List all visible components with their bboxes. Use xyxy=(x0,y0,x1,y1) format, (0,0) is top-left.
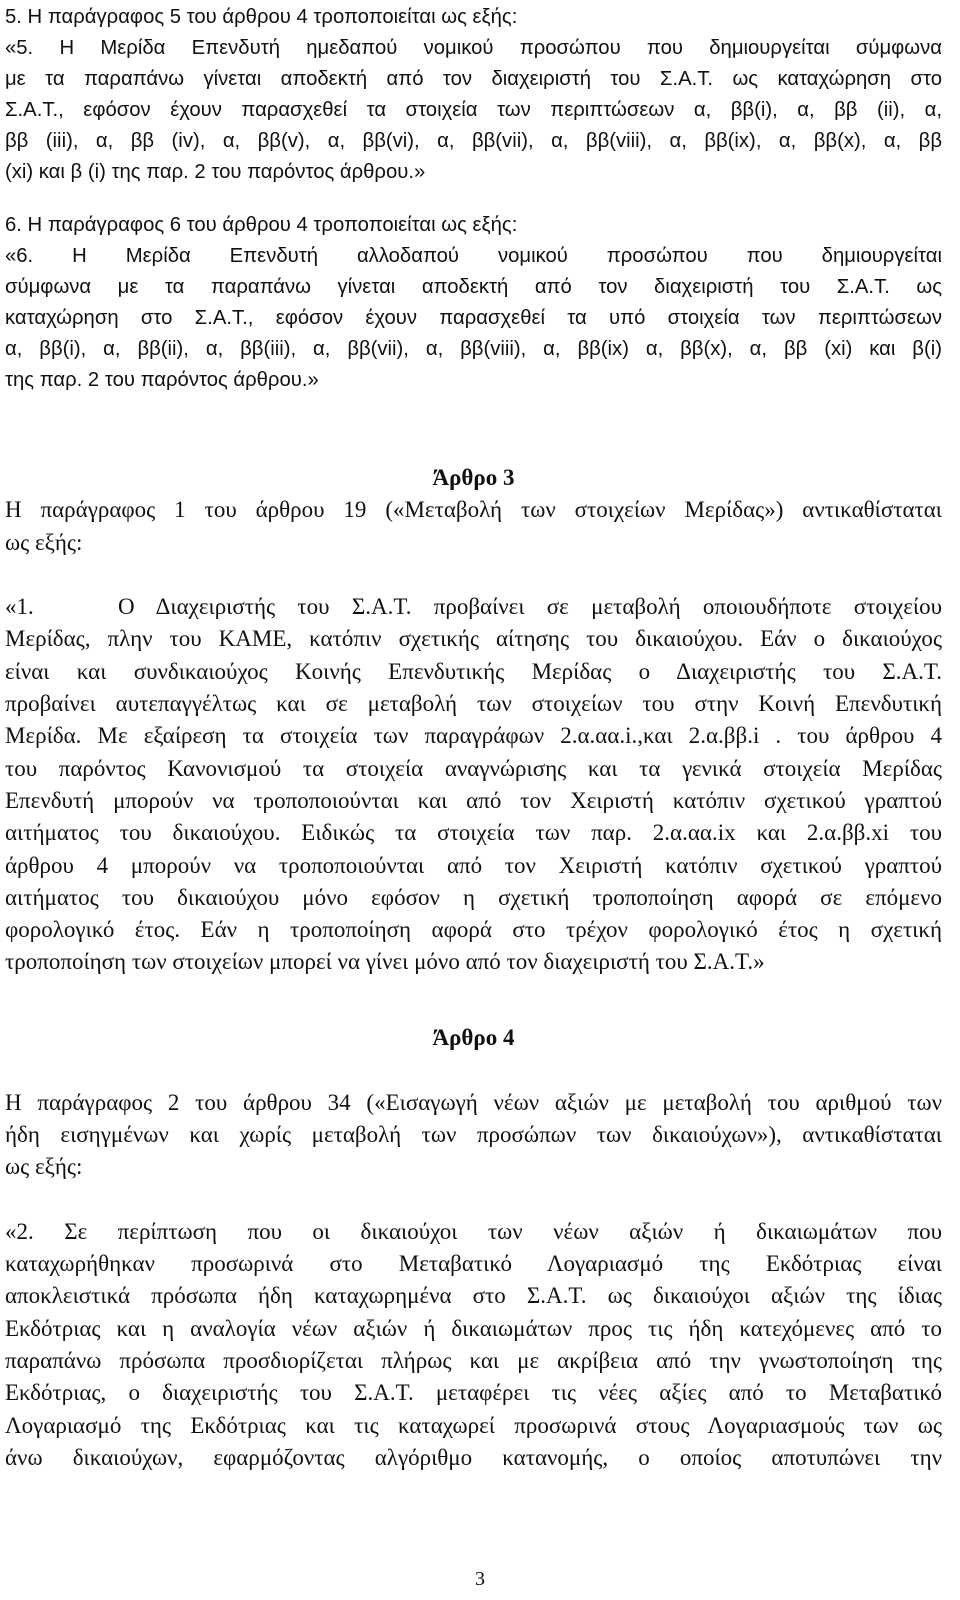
blank-line xyxy=(5,1183,942,1215)
paragraph-5-line: Σ.Α.Τ., εφόσον έχουν παρασχεθεί τα στοιχεία των περιπτώσεων α, ββ(i), α, ββ (ii), α, xyxy=(5,99,942,121)
paragraph-6-line: α, ββ(i), α, ββ(ii), α, ββ(iii), α, ββ(vii), α, ββ(viii), α, ββ(ix) α, ββ(x), α, ββ (xi) και β(i) xyxy=(5,338,942,360)
article-4-intro-line: ήδη εισηγμένων και χωρίς μεταβολή των προσώπων των δικαιούχων»), αντικαθίσταται xyxy=(5,1121,942,1147)
article-3-quote-line: Μερίδας, πλην του ΚΑΜΕ, κατόπιν σχετικής αίτησης του δικαιούχου. Εάν ο δικαιούχος xyxy=(5,626,942,652)
article-3-quote-line: Ο Διαχειριστής του Σ.Α.Τ. προβαίνει σε μεταβολή οποιουδήποτε στοιχείου xyxy=(118,594,942,620)
paragraph-5-line: «5. Η Μερίδα Επενδυτή ημεδαπού νομικού προσώπου που δημιουργείται σύμφωνα xyxy=(5,37,942,59)
article-4 xyxy=(5,1022,942,1474)
article-4-quote-line: Εκδότριας και η αναλογία νέων αξιών ή δικαιωμάτων προς τις ήδη κατεχόμενες από το xyxy=(5,1315,942,1341)
blank-line xyxy=(5,1054,942,1086)
article-4-quote-line: Λογαριασμό της Εκδότριας και τις καταχωρεί προσωρινά στους Λογαριασμούς των ως xyxy=(5,1412,942,1438)
article-3-quote-line: φορολογικό έτος. Εάν η τροποποίηση αφορά στο τρέχον φορολογικό έτος η σχετική xyxy=(5,917,942,943)
paragraph-5-line: (xi) και β (i) της παρ. 2 του παρόντος άρθρου.» xyxy=(5,161,426,183)
article-4-quote-line: «2. Σε περίπτωση που οι δικαιούχοι των νέων αξιών ή δικαιωμάτων που xyxy=(5,1218,942,1244)
article-4-intro-line: Η παράγραφος 2 του άρθρου 34 («Εισαγωγή νέων αξιών με μεταβολή του αριθμού των xyxy=(5,1089,942,1115)
paragraph-6-line: της παρ. 2 του παρόντος άρθρου.» xyxy=(5,369,319,391)
article-3-quote-number: «1. xyxy=(5,594,34,620)
article-3 xyxy=(5,462,942,979)
article-3-quote-line: είναι και συνδικαιούχος Κοινής Επενδυτικής Μερίδας ο Διαχειριστής του Σ.Α.Τ. xyxy=(5,658,942,684)
article-3-quote-line: Επενδυτή μπορούν να τροποποιούνται και από τον Χειριστή κατόπιν σχετικού γραπτού xyxy=(5,787,942,813)
paragraph-5-heading: 5. Η παράγραφος 5 του άρθρου 4 τροποποιείται ως εξής: xyxy=(5,6,518,28)
page-number: 3 xyxy=(475,1568,485,1590)
article-4-heading: Άρθρο 4 xyxy=(432,1025,515,1050)
blank-line xyxy=(5,559,942,591)
paragraph-6-heading: 6. Η παράγραφος 6 του άρθρου 4 τροποποιείται ως εξής: xyxy=(5,214,518,236)
article-3-quote-line: του παρόντος Κανονισμού τα στοιχεία αναγνώρισης και τα γενικά στοιχεία Μερίδας xyxy=(5,755,942,781)
paragraph-5-line: ββ (iii), α, ββ (iv), α, ββ(v), α, ββ(vi), α, ββ(vii), α, ββ(viii), α, ββ(ix), α, ββ(x), α, ββ xyxy=(5,130,942,152)
article-4-quote-line: αποκλειστικά πρόσωπα ήδη καταχωρημένα στο Σ.Α.Τ. ως δικαιούχοι αξιών της ίδιας xyxy=(5,1283,942,1309)
paragraph-5-line: με τα παραπάνω γίνεται αποδεκτή από τον διαχειριστή του Σ.Α.Τ. ως καταχώρηση στο xyxy=(5,68,942,90)
article-3-quote-first-line xyxy=(5,591,942,623)
article-3-quote-line: άρθρου 4 μπορούν να τροποποιούνται από τον Χειριστή κατόπιν σχετικού γραπτού xyxy=(5,852,942,878)
article-3-quote-last-line: τροποποίηση των στοιχείων μπορεί να γίνει μόνο από τον διαχειριστή του Σ.Α.Τ.» xyxy=(5,949,765,975)
article-3-quote-line: Μερίδα. Με εξαίρεση τα στοιχεία των παραγράφων 2.α.αα.i.,και 2.α.ββ.i . του άρθρου 4 xyxy=(5,723,942,749)
article-4-quote-line: Εκδότριας, ο διαχειριστής του Σ.Α.Τ. μεταφέρει τις νέες αξίες από το Μεταβατικό xyxy=(5,1380,942,1406)
article-3-heading: Άρθρο 3 xyxy=(432,465,515,490)
paragraph-5 xyxy=(5,2,942,188)
article-4-quote-line: παραπάνω πρόσωπα προσδιορίζεται πλήρως και με ακρίβεια από την γνωστοποίηση της xyxy=(5,1347,942,1373)
paragraph-6-line: σύμφωνα με τα παραπάνω γίνεται αποδεκτή από τον διαχειριστή του Σ.Α.Τ. ως xyxy=(5,276,942,298)
paragraph-6 xyxy=(5,210,942,396)
article-4-intro-line: ως εξής: xyxy=(5,1154,83,1180)
article-4-quote-line: άνω δικαιούχων, εφαρμόζοντας αλγόριθμο κατανομής, ο οποίος αποτυπώνει την xyxy=(5,1444,942,1470)
article-3-quote-line: αιτήματος του δικαιούχου μόνο εφόσον η σχετική τροποποίηση αφορά σε επόμενο xyxy=(5,884,942,910)
article-4-quote-line: καταχωρήθηκαν προσωρινά στο Μεταβατικό Λογαριασμό της Εκδότριας είναι xyxy=(5,1251,942,1277)
paragraph-6-line: καταχώρηση στο Σ.Α.Τ., εφόσον έχουν παρασχεθεί τα υπό στοιχεία των περιπτώσεων xyxy=(5,307,942,329)
article-3-quote-line: αιτήματος του δικαιούχου. Ειδικώς τα στοιχεία των παρ. 2.α.αα.ix και 2.α.ββ.xi του xyxy=(5,820,942,846)
article-3-intro-line: Η παράγραφος 1 του άρθρου 19 («Μεταβολή των στοιχείων Μερίδας») αντικαθίσταται xyxy=(5,497,942,523)
paragraph-6-line: «6. Η Μερίδα Επενδυτή αλλοδαπού νομικού προσώπου που δημιουργείται xyxy=(5,245,942,267)
article-3-quote-line: προβαίνει αυτεπαγγέλτως και σε μεταβολή των στοιχείων του στην Κοινή Επενδυτική xyxy=(5,691,942,717)
article-3-intro-line: ως εξής: xyxy=(5,529,83,555)
